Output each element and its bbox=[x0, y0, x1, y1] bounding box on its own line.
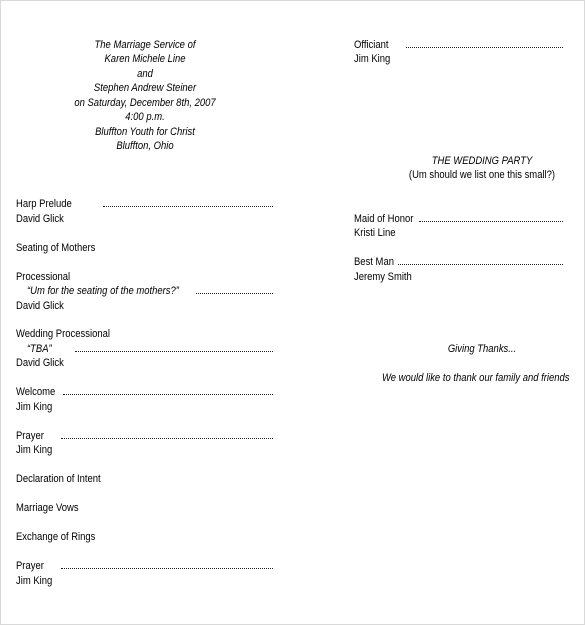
officiant-name: Jim King bbox=[354, 53, 391, 65]
wedding-party-title: THE WEDDING PARTY bbox=[431, 155, 533, 167]
declaration-of-intent: Declaration of Intent bbox=[16, 473, 101, 485]
processional-label: Processional bbox=[16, 271, 71, 283]
header-and: and bbox=[137, 68, 153, 80]
header-time: 4:00 p.m. bbox=[125, 111, 165, 123]
header-bride-name: Karen Michele Line bbox=[104, 53, 186, 65]
exchange-of-rings: Exchange of Rings bbox=[16, 531, 96, 543]
wedding-party-note: (Um should we list one this small?) bbox=[408, 169, 556, 181]
wedding-processional-label: Wedding Processional bbox=[16, 328, 110, 340]
wedding-processional-song: “TBA” bbox=[27, 343, 52, 355]
processional-leader-dots bbox=[196, 293, 273, 294]
header-groom-name: Stephen Andrew Steiner bbox=[93, 82, 197, 94]
header-line-1: The Marriage Service of bbox=[94, 39, 196, 51]
seating-of-mothers: Seating of Mothers bbox=[16, 242, 96, 254]
processional-song: “Um for the seating of the mothers?” bbox=[27, 285, 179, 297]
best-man-name: Jeremy Smith bbox=[354, 271, 412, 283]
officiant-leader-dots bbox=[406, 47, 563, 48]
wedding-processional-leader-dots bbox=[75, 351, 273, 352]
header-location: Bluffton, Ohio bbox=[116, 140, 174, 152]
marriage-vows: Marriage Vows bbox=[16, 502, 79, 514]
maid-of-honor-leader-dots bbox=[419, 221, 563, 222]
prayer-leader-dots bbox=[61, 438, 273, 439]
harp-prelude-leader-dots bbox=[103, 206, 273, 207]
header-venue: Bluffton Youth for Christ bbox=[95, 126, 195, 138]
processional-performer: David Glick bbox=[16, 300, 64, 312]
welcome-leader-dots bbox=[63, 394, 273, 395]
closing-prayer-label: Prayer bbox=[16, 560, 44, 572]
giving-thanks-text: We would like to thank our family and friends bbox=[382, 372, 570, 384]
prayer-leader: Jim King bbox=[16, 444, 53, 456]
giving-thanks-title: Giving Thanks... bbox=[447, 343, 517, 355]
officiant-label: Officiant bbox=[354, 39, 389, 51]
best-man-label: Best Man bbox=[354, 256, 394, 268]
welcome-leader: Jim King bbox=[16, 401, 53, 413]
header-date: on Saturday, December 8th, 2007 bbox=[74, 97, 216, 109]
closing-prayer-leader: Jim King bbox=[16, 575, 53, 587]
harp-prelude-label: Harp Prelude bbox=[16, 198, 72, 210]
maid-of-honor-label: Maid of Honor bbox=[354, 213, 414, 225]
best-man-leader-dots bbox=[398, 264, 563, 265]
prayer-label: Prayer bbox=[16, 430, 44, 442]
maid-of-honor-name: Kristi Line bbox=[354, 227, 396, 239]
welcome-label: Welcome bbox=[16, 386, 56, 398]
harp-prelude-performer: David Glick bbox=[16, 213, 64, 225]
wedding-processional-performer: David Glick bbox=[16, 357, 64, 369]
closing-prayer-leader-dots bbox=[61, 568, 273, 569]
